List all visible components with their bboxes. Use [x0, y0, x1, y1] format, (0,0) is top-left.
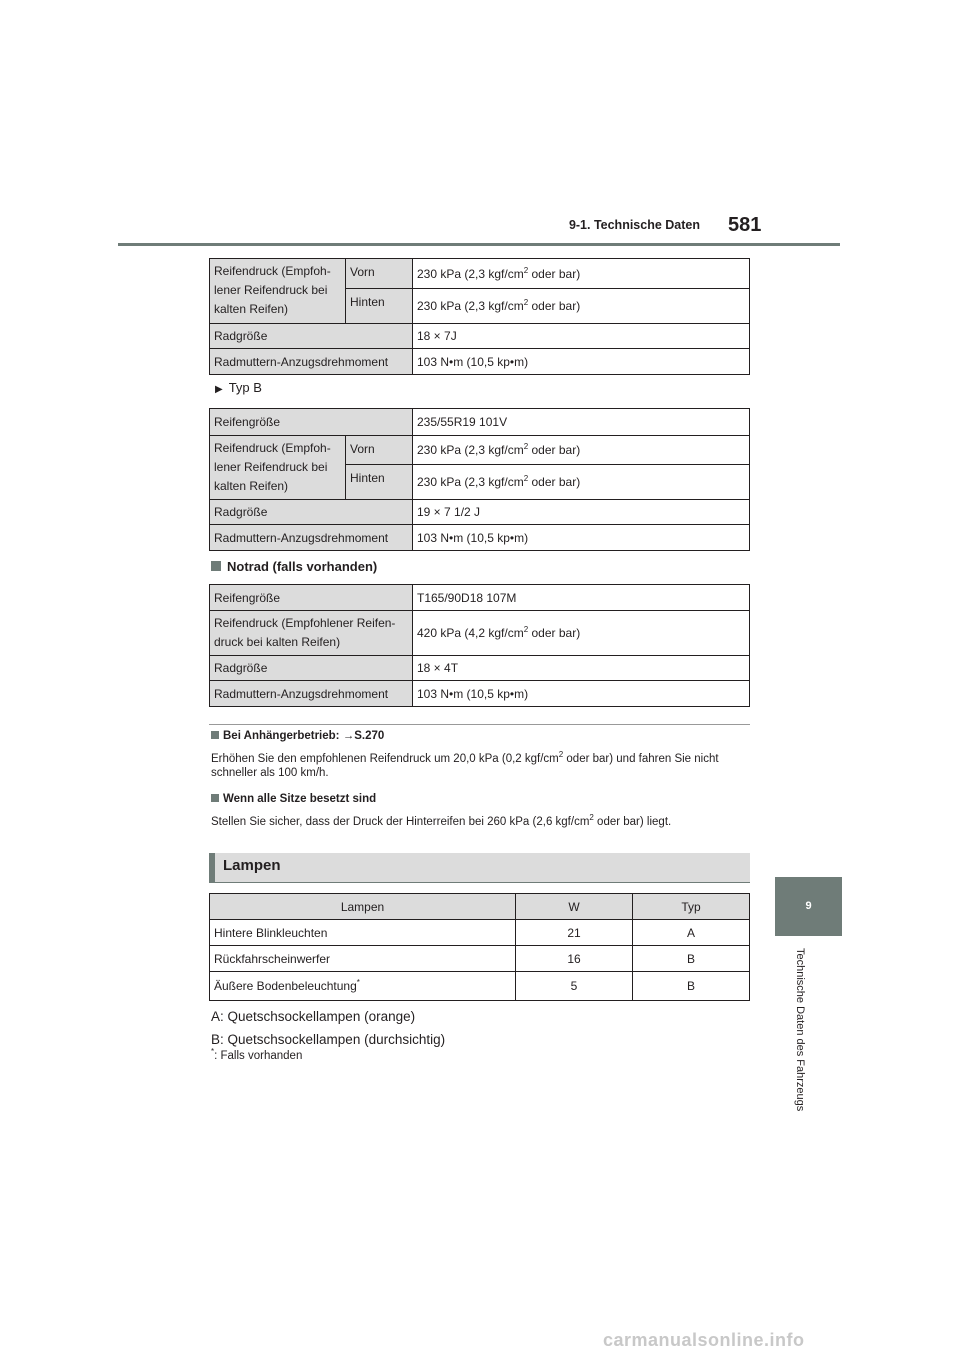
table-cell: Reifengröße: [210, 409, 413, 436]
table-cell: 230 kPa (2,3 kgf/$cm^2$ oder bar): [413, 259, 750, 289]
table-cell: T165/90D18 107M: [413, 585, 750, 611]
legend-a: A: Quetschsockellampen (orange): [211, 1009, 416, 1024]
table-cell: 5: [516, 972, 633, 1001]
table-cell: 103 N•m (10,5 kp•m): [413, 349, 750, 375]
table-cell: Reifendruck (Empfoh-lener Reifendruck bei kalten Reifen): [210, 436, 346, 500]
table-cell: 18 × 4T: [413, 656, 750, 681]
square-bullet-icon: [211, 731, 219, 739]
footnote: *: Falls vorhanden: [211, 1047, 303, 1062]
tire-spec-table-b: [209, 408, 750, 551]
table-cell: B: [633, 972, 750, 1001]
chapter-label-text: Technische Daten des Fahrzeugs: [794, 948, 806, 1112]
square-bullet-icon: [211, 561, 221, 571]
table-cell: 18 × 7J: [413, 324, 750, 349]
table-cell: Reifengröße: [210, 585, 413, 611]
note-heading-trailer: Bei Anhängerbetrieb: →S.270: [211, 730, 384, 742]
table-row: [210, 920, 750, 946]
spare-tire-table: [209, 584, 750, 707]
table-row: [210, 946, 750, 972]
table-cell: Radgröße: [210, 656, 413, 681]
column-header: Typ: [633, 894, 750, 920]
type-b-heading: ▶ Typ B: [215, 380, 262, 395]
table-cell: B: [633, 946, 750, 972]
table-cell: Äußere Bodenbeleuchtung*: [210, 972, 516, 1001]
note-heading-seats: Wenn alle Sitze besetzt sind: [211, 793, 376, 805]
tire-spec-table-a: [209, 258, 750, 375]
column-header: W: [516, 894, 633, 920]
table-cell: 21: [516, 920, 633, 946]
lampen-section-header: [209, 853, 750, 883]
watermark: carmanualsonline.info: [603, 1330, 805, 1350]
table-cell: Hinten: [346, 465, 413, 500]
table-cell: 230 kPa (2,3 kgf/$cm^2$ oder bar): [413, 436, 750, 465]
table-row: [210, 972, 750, 1001]
lampen-title: Lampen: [223, 857, 281, 874]
table-cell: 230 kPa (2,3 kgf/$cm^2$ oder bar): [413, 289, 750, 324]
table-cell: 420 kPa (4,2 kgf/$cm^2$ oder bar): [413, 611, 750, 656]
notrad-heading: Notrad (falls vorhanden): [211, 559, 377, 574]
square-bullet-icon: [211, 794, 219, 802]
note-text-trailer: Erhöhen Sie den empfohlenen Reifendruck um 20,0 kPa (0,2 kgf/$cm^2$ oder bar) und fahren Sie nicht schneller als 100 km/h.: [211, 750, 719, 779]
table-cell: 16: [516, 946, 633, 972]
arrow-right-icon: ▶: [215, 384, 223, 395]
table-cell: A: [633, 920, 750, 946]
column-header: Lampen: [210, 894, 516, 920]
table-cell: Reifendruck (Empfoh-lener Reifendruck bei kalten Reifen): [210, 259, 346, 324]
table-cell: 103 N•m (10,5 kp•m): [413, 525, 750, 551]
table-cell: Radmuttern-Anzugsdrehmoment: [210, 681, 413, 707]
chapter-tab: 9: [775, 877, 842, 936]
table-cell: Hinten: [346, 289, 413, 324]
table-cell: Hintere Blinkleuchten: [210, 920, 516, 946]
table-cell: Vorn: [346, 259, 413, 289]
note-text-seats: Stellen Sie sicher, dass der Druck der Hinterreifen bei 260 kPa (2,6 kgf/$cm^2$ oder bar) liegt.: [211, 813, 672, 828]
table-cell: 235/55R19 101V: [413, 409, 750, 436]
table-cell: 19 × 7 1/2 J: [413, 500, 750, 525]
table-cell: Radmuttern-Anzugsdrehmoment: [210, 525, 413, 551]
table-cell: Rückfahrscheinwerfer: [210, 946, 516, 972]
notes-divider: [209, 724, 750, 725]
table-cell: 103 N•m (10,5 kp•m): [413, 681, 750, 707]
header-divider: [118, 243, 840, 246]
table-cell: Radgröße: [210, 500, 413, 525]
table-cell: Radgröße: [210, 324, 413, 349]
page-number: 581: [728, 214, 762, 236]
table-cell: Vorn: [346, 436, 413, 465]
table-cell: Reifendruck (Empfohlener Reifen-druck bei kalten Reifen): [210, 611, 413, 656]
section-title: 9-1. Technische Daten: [568, 218, 700, 232]
lamp-table: [209, 893, 750, 1001]
table-cell: Radmuttern-Anzugsdrehmoment: [210, 349, 413, 375]
section-accent-bar: [209, 853, 215, 882]
table-cell: 230 kPa (2,3 kgf/$cm^2$ oder bar): [413, 465, 750, 500]
legend-b: B: Quetschsockellampen (durchsichtig): [211, 1032, 446, 1047]
chapter-label: [768, 948, 828, 1118]
